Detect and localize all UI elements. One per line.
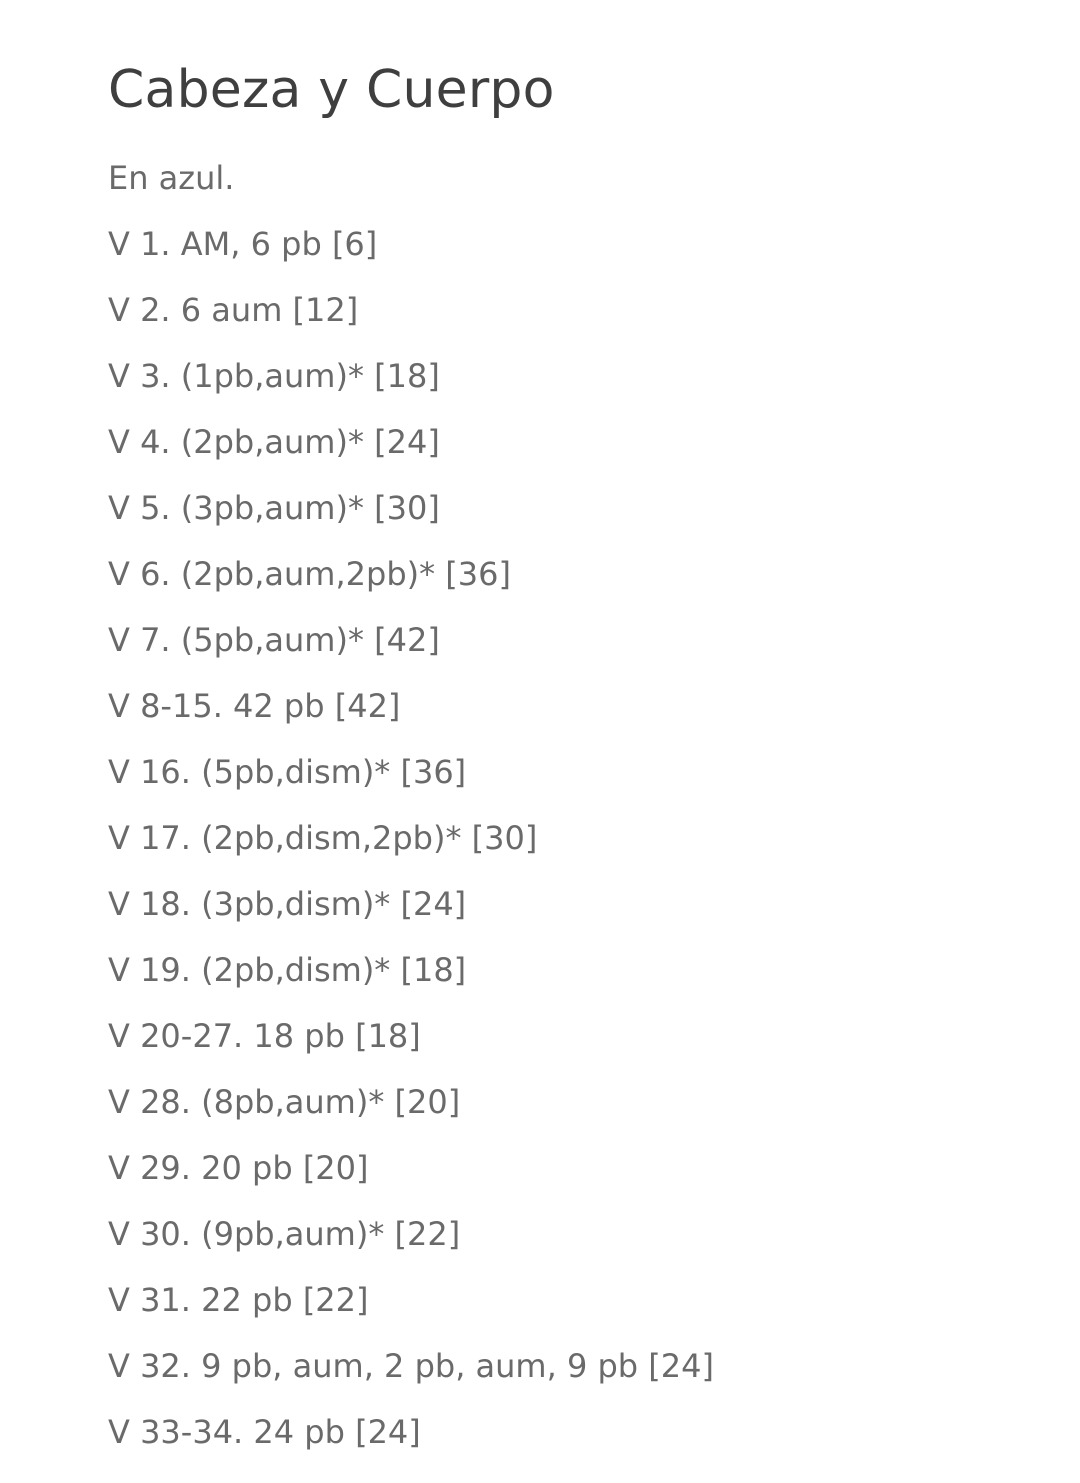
list-item: En azul.: [108, 159, 235, 198]
list-item: V 30. (9pb,aum)* [22]: [108, 1215, 461, 1254]
list-item: V 4. (2pb,aum)* [24]: [108, 423, 440, 462]
list-item: V 20-27. 18 pb [18]: [108, 1017, 421, 1056]
list-item: V 7. (5pb,aum)* [42]: [108, 621, 440, 660]
list-item: V 6. (2pb,aum,2pb)* [36]: [108, 555, 511, 594]
list-item: V 8-15. 42 pb [42]: [108, 687, 401, 726]
list-item: V 18. (3pb,dism)* [24]: [108, 885, 467, 924]
list-item: V 2. 6 aum [12]: [108, 291, 359, 330]
pattern-instruction-list: [108, 145, 1010, 1465]
list-item: V 3. (1pb,aum)* [18]: [108, 357, 440, 396]
list-item: V 5. (3pb,aum)* [30]: [108, 489, 440, 528]
list-item: V 29. 20 pb [20]: [108, 1149, 369, 1188]
list-item: V 17. (2pb,dism,2pb)* [30]: [108, 819, 538, 858]
list-item: V 32. 9 pb, aum, 2 pb, aum, 9 pb [24]: [108, 1347, 714, 1386]
list-item: V 1. AM, 6 pb [6]: [108, 225, 378, 264]
list-item: V 33-34. 24 pb [24]: [108, 1413, 421, 1452]
page-title: Cabeza y Cuerpo: [108, 60, 555, 120]
list-item: V 19. (2pb,dism)* [18]: [108, 951, 467, 990]
list-item: V 28. (8pb,aum)* [20]: [108, 1083, 461, 1122]
list-item: V 16. (5pb,dism)* [36]: [108, 753, 467, 792]
list-item: V 31. 22 pb [22]: [108, 1281, 369, 1320]
